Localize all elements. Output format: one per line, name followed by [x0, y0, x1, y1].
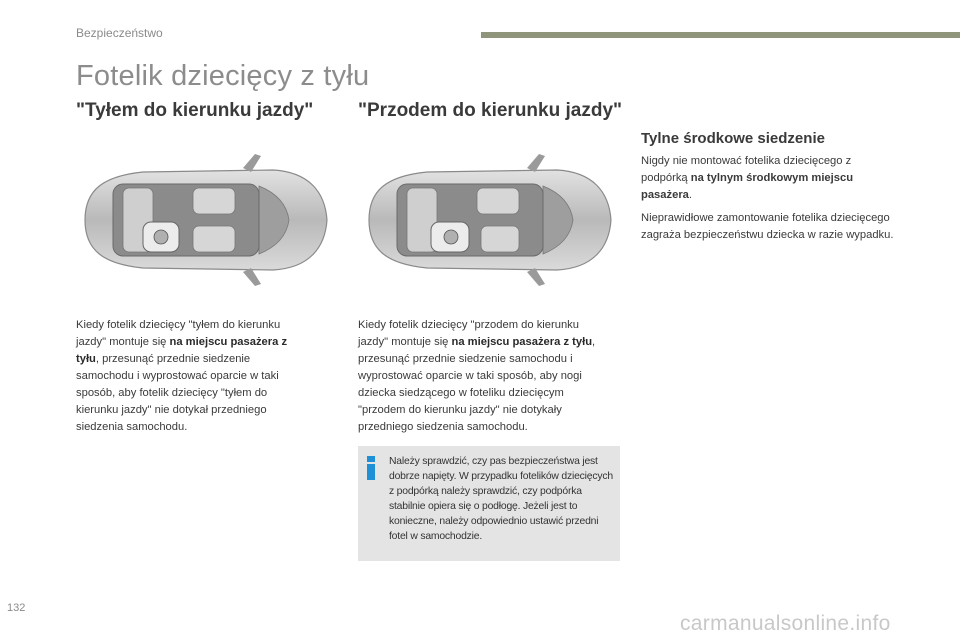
rear-center-text: Nigdy nie montować fotelika dziecięcego z podpórką: [641, 155, 852, 184]
forward-facing-heading: "Przodem do kierunku jazdy": [358, 100, 623, 121]
info-icon-dot: [367, 456, 375, 462]
mirror: [527, 154, 545, 172]
forward-facing-instructions: [358, 317, 598, 436]
section-label: Bezpieczeństwo: [76, 26, 163, 40]
rear-facing-text-1: Kiedy fotelik dziecięcy "tyłem do kierunku jazdy" montuje się: [76, 319, 281, 348]
info-box-text: Należy sprawdzić, czy pas bezpieczeństwa jest dobrze napięty. W przypadku fotelików dziecięcych z podpórką należy sprawdzić, czy podpórka stabilnie opiera się o podłogę. Jeżeli jest to konieczne, należy odpowiednio ustawić przedni fotel w samochodzie.: [389, 456, 613, 542]
rear-facing-heading: "Tyłem do kierunku jazdy": [76, 100, 314, 121]
rear-center-warning: [641, 153, 896, 204]
rear-center-danger-note: Nieprawidłowe zamontowanie fotelika dziecięcego zagraża bezpieczeństwu dziecka w razie wypadku.: [641, 212, 894, 241]
rear-center-heading: Tylne środkowe siedzenie: [641, 130, 825, 147]
front-seat: [477, 188, 519, 214]
car-rear-facing-illustration: [73, 150, 333, 290]
mirror: [243, 268, 261, 286]
page-title: Fotelik dziecięcy z tyłu: [76, 60, 370, 92]
rear-facing-text-2: , przesunąć przednie siedzenie samochodu i wyprostować oparcie w taki sposób, aby fotelik dziecięcy "tyłem do kierunku jazdy" nie dotykał przedniego siedzenia samochodu.: [76, 353, 279, 433]
rear-center-text-bold: na tylnym środkowym miejscu pasażera: [641, 172, 854, 201]
rear-center-text-end: .: [688, 189, 693, 201]
header-bar: [481, 32, 960, 38]
front-seat: [193, 226, 235, 252]
watermark: carmanualsonline.info: [680, 612, 891, 635]
info-box: [358, 446, 620, 561]
forward-facing-text-2: , przesunąć przednie siedzenie samochodu i wyprostować oparcie w taki sposób, aby nogi dziecka siedzącego w foteliku dziecięcym "przodem do kierunku jazdy" nie dotykały przedniego siedzenia samochodu.: [358, 336, 596, 433]
child-figure: [154, 230, 168, 244]
front-seat: [193, 188, 235, 214]
rear-facing-text-bold: na miejscu pasażera z tyłu: [76, 336, 288, 365]
mirror: [527, 268, 545, 286]
rear-facing-instructions: [76, 317, 308, 436]
mirror: [243, 154, 261, 172]
forward-facing-text-1: Kiedy fotelik dziecięcy "przodem do kierunku jazdy" montuje się: [358, 319, 579, 348]
info-icon-stem: [367, 464, 375, 480]
forward-facing-text-bold: na miejscu pasażera z tyłu: [451, 336, 593, 348]
front-seat: [481, 226, 519, 252]
car-forward-facing-illustration: [357, 150, 617, 290]
child-figure: [444, 230, 458, 244]
page-number: 132: [7, 602, 26, 614]
info-icon: [365, 456, 377, 480]
